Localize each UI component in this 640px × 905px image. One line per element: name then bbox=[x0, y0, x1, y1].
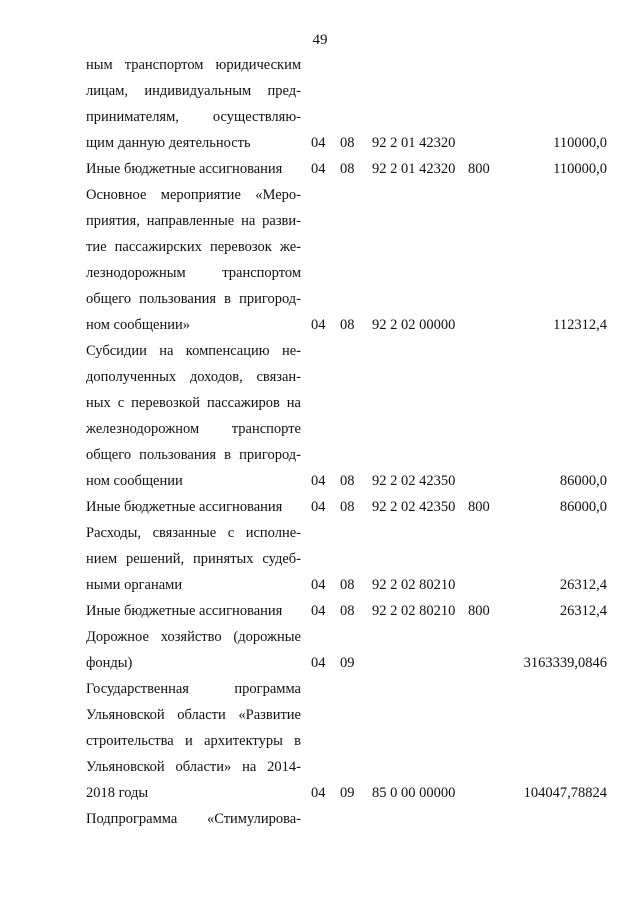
rz-code: 04 bbox=[311, 655, 326, 671]
name-line: общего пользования в пригород- bbox=[86, 447, 301, 463]
name-line: строительства и архитектуры в bbox=[86, 733, 301, 749]
name-line: 2018 годы bbox=[86, 785, 149, 801]
name-line: ным транспортом юридическим bbox=[86, 57, 301, 73]
pr-code: 08 bbox=[340, 577, 355, 593]
table-row bbox=[0, 624, 640, 676]
name-line: Ульяновской области «Развитие bbox=[86, 707, 301, 723]
amount: 112312,4 bbox=[553, 317, 607, 333]
table-row bbox=[0, 52, 640, 156]
name-line: щим данную деятельность bbox=[86, 135, 251, 151]
rz-code: 04 bbox=[311, 785, 326, 801]
name-line: ном сообщении bbox=[86, 473, 183, 489]
name-line: ных с перевозкой пассажиров на bbox=[86, 395, 301, 411]
row-name bbox=[86, 598, 301, 624]
amount: 110000,0 bbox=[553, 135, 607, 151]
rz-code: 04 bbox=[311, 499, 326, 515]
amount: 86000,0 bbox=[559, 499, 607, 515]
table-row bbox=[0, 182, 640, 338]
name-line: лицам, индивидуальным пред- bbox=[86, 83, 301, 99]
name-line: тие пассажирских перевозок же- bbox=[86, 239, 301, 255]
table-row bbox=[0, 494, 640, 520]
name-line: Расходы, связанные с исполне- bbox=[86, 525, 301, 541]
pr-code: 08 bbox=[340, 499, 355, 515]
row-name bbox=[86, 806, 301, 832]
rz-code: 04 bbox=[311, 317, 326, 333]
amount: 26312,4 bbox=[559, 603, 607, 619]
name-line: Субсидии на компенсацию не- bbox=[86, 343, 301, 359]
row-name bbox=[86, 338, 301, 494]
row-name bbox=[86, 52, 301, 156]
table-row bbox=[0, 338, 640, 494]
name-line: лезнодорожным транспортом bbox=[86, 265, 301, 281]
name-line: Подпрограмма «Стимулирова- bbox=[86, 811, 301, 827]
amount: 110000,0 bbox=[553, 161, 607, 177]
vr-code: 800 bbox=[468, 499, 490, 515]
amount: 104047,78824 bbox=[523, 785, 607, 801]
rz-code: 04 bbox=[311, 603, 326, 619]
pr-code: 08 bbox=[340, 473, 355, 489]
csr-code: 92 2 01 42320 bbox=[372, 135, 456, 151]
vr-code: 800 bbox=[468, 161, 490, 177]
name-line: фонды) bbox=[86, 655, 133, 671]
rz-code: 04 bbox=[311, 473, 326, 489]
name-line: Государственная программа bbox=[86, 681, 301, 697]
amount: 3163339,0846 bbox=[523, 655, 607, 671]
amount: 26312,4 bbox=[559, 577, 607, 593]
pr-code: 08 bbox=[340, 603, 355, 619]
rz-code: 04 bbox=[311, 577, 326, 593]
csr-code: 92 2 02 80210 bbox=[372, 603, 456, 619]
row-name bbox=[86, 676, 301, 806]
csr-code: 92 2 01 42320 bbox=[372, 161, 456, 177]
budget-table bbox=[0, 52, 640, 832]
page-number: 49 bbox=[312, 32, 328, 48]
name-line: ном сообщении» bbox=[86, 317, 190, 333]
row-name bbox=[86, 494, 301, 520]
vr-code: 800 bbox=[468, 603, 490, 619]
row-name bbox=[86, 182, 301, 338]
row-name bbox=[86, 156, 301, 182]
amount: 86000,0 bbox=[559, 473, 607, 489]
name-line: приятия, направленные на разви- bbox=[86, 213, 301, 229]
row-name bbox=[86, 520, 301, 598]
name-line: ными органами bbox=[86, 577, 183, 593]
name-line: Ульяновской области» на 2014- bbox=[86, 759, 301, 775]
table-row bbox=[0, 806, 640, 832]
name-line: Иные бюджетные ассигнования bbox=[86, 603, 283, 619]
csr-code: 92 2 02 42350 bbox=[372, 473, 456, 489]
pr-code: 08 bbox=[340, 161, 355, 177]
table-row bbox=[0, 520, 640, 598]
csr-code: 92 2 02 00000 bbox=[372, 317, 456, 333]
name-line: железнодорожном транспорте bbox=[86, 421, 301, 437]
table-row bbox=[0, 598, 640, 624]
csr-code: 92 2 02 42350 bbox=[372, 499, 456, 515]
name-line: Иные бюджетные ассигнования bbox=[86, 499, 283, 515]
name-line: Иные бюджетные ассигнования bbox=[86, 161, 283, 177]
row-name bbox=[86, 624, 301, 676]
pr-code: 08 bbox=[340, 135, 355, 151]
pr-code: 09 bbox=[340, 785, 355, 801]
name-line: общего пользования в пригород- bbox=[86, 291, 301, 307]
name-line: дополученных доходов, связан- bbox=[86, 369, 301, 385]
pr-code: 08 bbox=[340, 317, 355, 333]
name-line: Дорожное хозяйство (дорожные bbox=[86, 629, 301, 645]
rz-code: 04 bbox=[311, 135, 326, 151]
name-line: Основное мероприятие «Меро- bbox=[86, 187, 301, 203]
csr-code: 92 2 02 80210 bbox=[372, 577, 456, 593]
pr-code: 09 bbox=[340, 655, 355, 671]
rz-code: 04 bbox=[311, 161, 326, 177]
name-line: нием решений, принятых судеб- bbox=[86, 551, 301, 567]
csr-code: 85 0 00 00000 bbox=[372, 785, 456, 801]
name-line: принимателям, осуществляю- bbox=[86, 109, 301, 125]
table-row bbox=[0, 156, 640, 182]
table-row bbox=[0, 676, 640, 806]
